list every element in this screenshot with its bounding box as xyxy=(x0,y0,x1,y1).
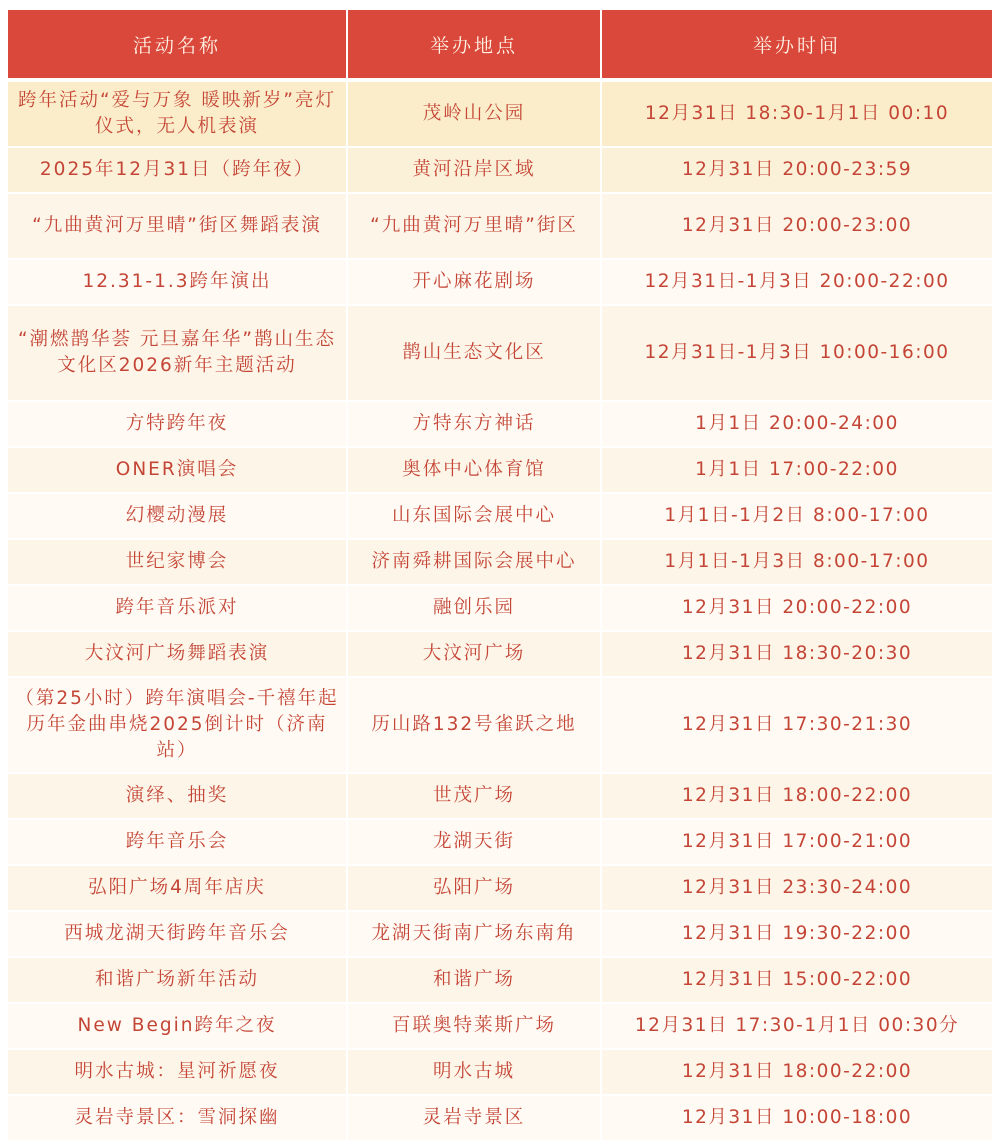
venue-cell: 鹊山生态文化区 xyxy=(348,306,602,402)
table-row xyxy=(8,774,992,820)
event-name-cell: 演绎、抽奖 xyxy=(8,774,348,820)
venue-cell: 黄河沿岸区域 xyxy=(348,148,602,194)
venue-cell: 茂岭山公园 xyxy=(348,82,602,148)
venue-cell: 奥体中心体育馆 xyxy=(348,448,602,494)
table-row xyxy=(8,82,992,148)
event-name-cell: ONER演唱会 xyxy=(8,448,348,494)
table-row xyxy=(8,402,992,448)
event-name-cell: 2025年12月31日（跨年夜） xyxy=(8,148,348,194)
time-cell: 12月31日 23:30-24:00 xyxy=(602,866,992,912)
time-cell: 1月1日-1月3日 8:00-17:00 xyxy=(602,540,992,586)
table-header-row xyxy=(8,10,992,82)
event-name-cell: 世纪家博会 xyxy=(8,540,348,586)
time-cell: 12月31日 18:00-22:00 xyxy=(602,1050,992,1096)
table-row xyxy=(8,1096,992,1142)
table-row xyxy=(8,1050,992,1096)
event-name-cell: New Begin跨年之夜 xyxy=(8,1004,348,1050)
table-row xyxy=(8,820,992,866)
venue-cell: “九曲黄河万里晴”街区 xyxy=(348,194,602,260)
time-cell: 1月1日 17:00-22:00 xyxy=(602,448,992,494)
header-event-name: 活动名称 xyxy=(8,10,348,82)
event-name-cell: （第25小时）跨年演唱会-千禧年起历年金曲串烧2025倒计时（济南站） xyxy=(8,678,348,774)
venue-cell: 弘阳广场 xyxy=(348,866,602,912)
time-cell: 12月31日 19:30-22:00 xyxy=(602,912,992,958)
time-cell: 12月31日 18:30-20:30 xyxy=(602,632,992,678)
event-name-cell: 灵岩寺景区：雪洞探幽 xyxy=(8,1096,348,1142)
event-name-cell: 12.31-1.3跨年演出 xyxy=(8,260,348,306)
venue-cell: 方特东方神话 xyxy=(348,402,602,448)
table-row xyxy=(8,494,992,540)
table-row xyxy=(8,194,992,260)
event-name-cell: 弘阳广场4周年店庆 xyxy=(8,866,348,912)
header-time: 举办时间 xyxy=(602,10,992,82)
table-body xyxy=(8,82,992,1142)
table-row xyxy=(8,586,992,632)
venue-cell: 龙湖天街 xyxy=(348,820,602,866)
venue-cell: 大汶河广场 xyxy=(348,632,602,678)
time-cell: 12月31日 20:00-22:00 xyxy=(602,586,992,632)
events-table-container xyxy=(8,10,992,1140)
venue-cell: 百联奥特莱斯广场 xyxy=(348,1004,602,1050)
time-cell: 12月31日-1月3日 20:00-22:00 xyxy=(602,260,992,306)
table-row xyxy=(8,866,992,912)
time-cell: 12月31日 10:00-18:00 xyxy=(602,1096,992,1142)
time-cell: 12月31日 17:30-1月1日 00:30分 xyxy=(602,1004,992,1050)
event-name-cell: 西城龙湖天街跨年音乐会 xyxy=(8,912,348,958)
event-name-cell: 和谐广场新年活动 xyxy=(8,958,348,1004)
time-cell: 12月31日 17:30-21:30 xyxy=(602,678,992,774)
venue-cell: 明水古城 xyxy=(348,1050,602,1096)
event-name-cell: 大汶河广场舞蹈表演 xyxy=(8,632,348,678)
venue-cell: 龙湖天街南广场东南角 xyxy=(348,912,602,958)
time-cell: 1月1日 20:00-24:00 xyxy=(602,402,992,448)
table-row xyxy=(8,958,992,1004)
table-row xyxy=(8,260,992,306)
table-row xyxy=(8,306,992,402)
venue-cell: 济南舜耕国际会展中心 xyxy=(348,540,602,586)
table-row xyxy=(8,540,992,586)
time-cell: 12月31日 18:30-1月1日 00:10 xyxy=(602,82,992,148)
event-name-cell: 跨年音乐派对 xyxy=(8,586,348,632)
venue-cell: 开心麻花剧场 xyxy=(348,260,602,306)
table-row xyxy=(8,632,992,678)
venue-cell: 灵岩寺景区 xyxy=(348,1096,602,1142)
event-name-cell: 明水古城：星河祈愿夜 xyxy=(8,1050,348,1096)
time-cell: 12月31日 20:00-23:00 xyxy=(602,194,992,260)
venue-cell: 世茂广场 xyxy=(348,774,602,820)
venue-cell: 历山路132号雀跃之地 xyxy=(348,678,602,774)
event-name-cell: 跨年活动“爱与万象 暖映新岁”亮灯仪式，无人机表演 xyxy=(8,82,348,148)
time-cell: 1月1日-1月2日 8:00-17:00 xyxy=(602,494,992,540)
table-row xyxy=(8,912,992,958)
time-cell: 12月31日 20:00-23:59 xyxy=(602,148,992,194)
event-name-cell: 幻樱动漫展 xyxy=(8,494,348,540)
venue-cell: 融创乐园 xyxy=(348,586,602,632)
venue-cell: 山东国际会展中心 xyxy=(348,494,602,540)
table-row xyxy=(8,678,992,774)
table-row xyxy=(8,448,992,494)
time-cell: 12月31日 15:00-22:00 xyxy=(602,958,992,1004)
time-cell: 12月31日 17:00-21:00 xyxy=(602,820,992,866)
event-name-cell: 方特跨年夜 xyxy=(8,402,348,448)
event-name-cell: “九曲黄河万里晴”街区舞蹈表演 xyxy=(8,194,348,260)
venue-cell: 和谐广场 xyxy=(348,958,602,1004)
events-table xyxy=(8,10,992,1142)
time-cell: 12月31日-1月3日 10:00-16:00 xyxy=(602,306,992,402)
table-row xyxy=(8,148,992,194)
event-name-cell: 跨年音乐会 xyxy=(8,820,348,866)
header-venue: 举办地点 xyxy=(348,10,602,82)
event-name-cell: “潮燃鹊华荟 元旦嘉年华”鹊山生态文化区2026新年主题活动 xyxy=(8,306,348,402)
table-row xyxy=(8,1004,992,1050)
time-cell: 12月31日 18:00-22:00 xyxy=(602,774,992,820)
